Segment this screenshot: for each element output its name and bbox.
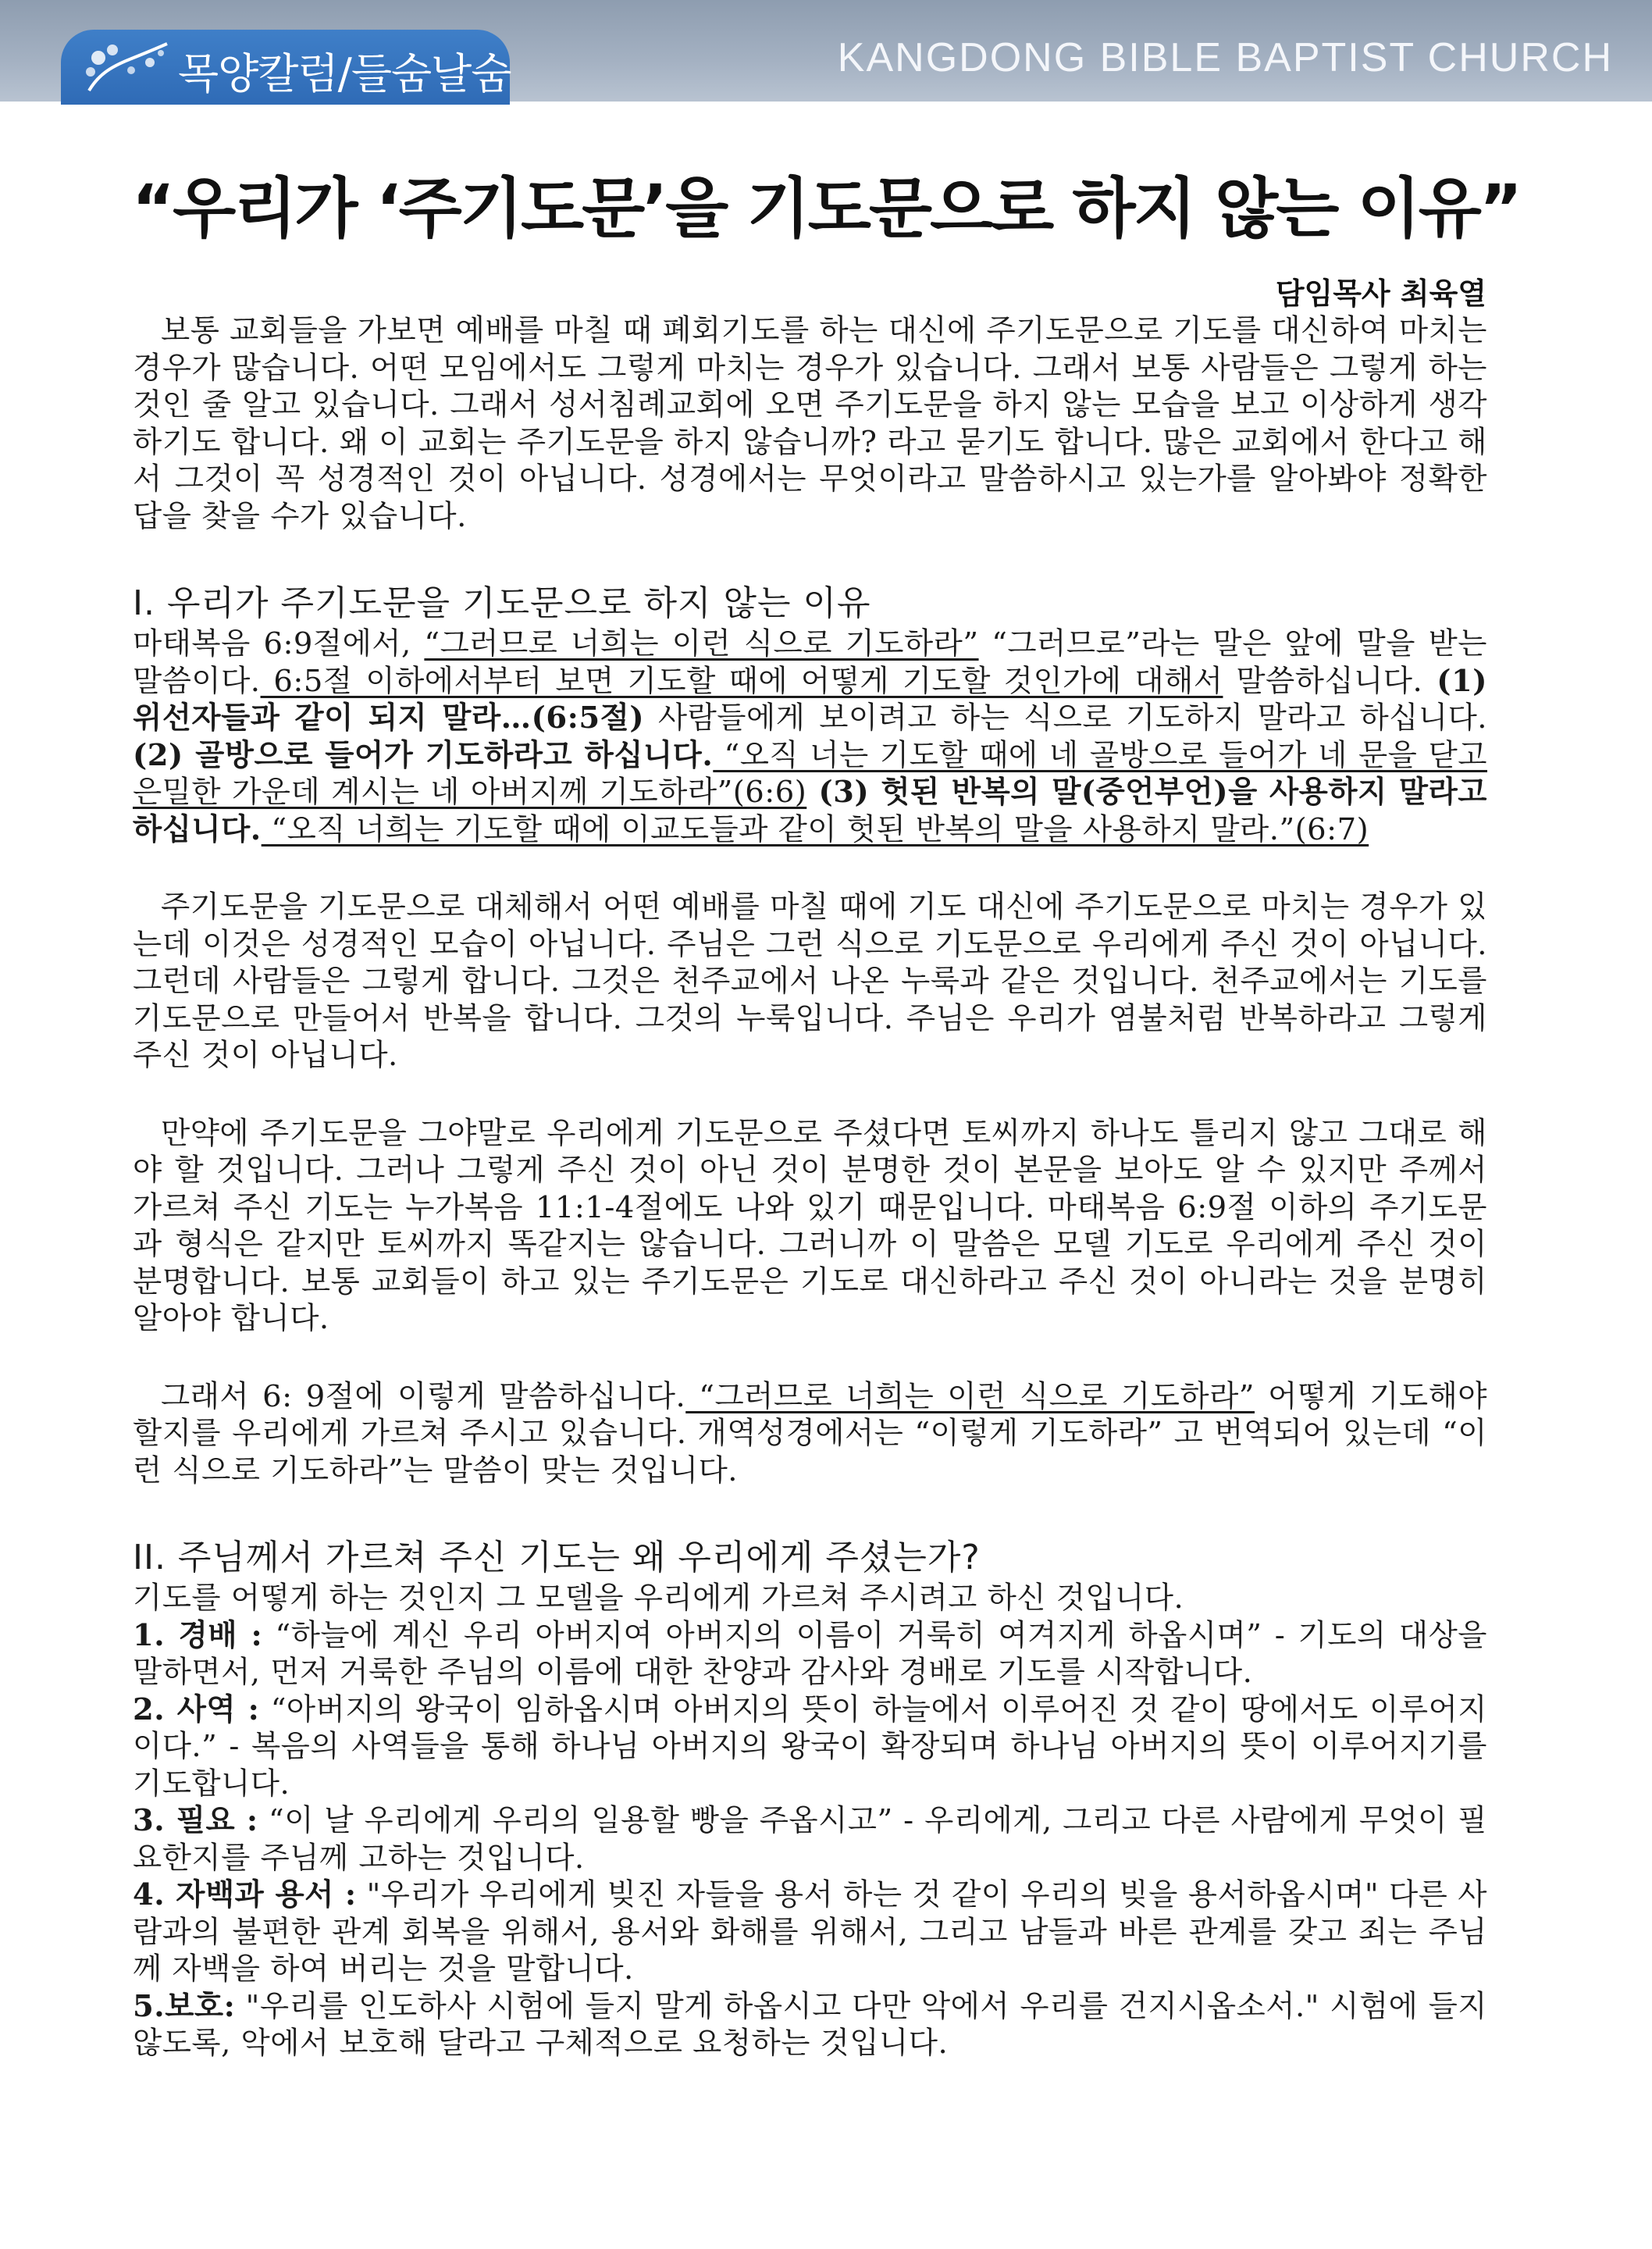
list-item (133, 1802, 1487, 1877)
author-line: 담임목사 최육열 (1275, 276, 1486, 311)
article-body (133, 312, 1487, 2062)
section2-heading: II. 주님께서 가르쳐 주신 기도는 왜 우리에게 주셨는가? (133, 1538, 981, 1577)
text-span: 말씀하십니다. (1223, 663, 1423, 699)
text-span: 마태복음 6:9절에서, (133, 626, 411, 661)
header-band (0, 0, 1652, 102)
bold-point: (1) 위선자들과 같이 되지 말라…(6:5절) (133, 663, 1488, 736)
item-text: “이 날 우리에게 우리의 일용할 빵을 주옵시고” - 우리에게, 그리고 다른 사람에게 무엇이 필요한지를 주님께 고하는 것입니다. (133, 1803, 1487, 1876)
scripture-quote: “그러므로 너희는 이런 식으로 기도하라” (424, 626, 979, 661)
list-item (133, 1691, 1487, 1803)
scripture-quote: “오직 너희는 기도할 때에 이교도들과 같이 헛된 반복의 말을 사용하지 말라.”(6:7) (261, 811, 1369, 847)
church-name: KANGDONG BIBLE BAPTIST CHURCH (837, 35, 1613, 80)
flower-branch-icon (75, 36, 176, 98)
section1-paragraph1 (133, 626, 1487, 848)
item-label: 4. 자백과 용서 : (133, 1877, 357, 1912)
section1-paragraph2: 주기도문을 기도문으로 대체해서 어떤 예배를 마칠 때에 기도 대신에 주기도문으로 마치는 경우가 있는데 이것은 성경적인 모습이 아닙니다. 주님은 그런 식으로 기도문으로 우리에게 주신 것이 아닙니다. 그런데 사람들은 그렇게 합니다. 그것은 천주교에서 나온 누룩과 같은 것입니다. 천주교에서는 기도를 기도문으로 만들어서 반복을 합니다. 그것의 누룩입니다. 주님은 우리가 염불처럼 반복하라고 그렇게 주신 것이 아닙니다. (133, 889, 1487, 1073)
section-tab (61, 30, 510, 105)
list-item (133, 1617, 1487, 1691)
text-span: 그래서 6: 9절에 이렇게 말씀하십니다. (161, 1378, 686, 1414)
item-text: “아버지의 왕국이 임하옵시며 아버지의 뜻이 하늘에서 이루어진 것 같이 땅에서도 이루어지이다.” - 복음의 사역들을 통해 하나님 아버지의 왕국이 확장되며 하나님 아버지의 뜻이 이루어지기를 기도합니다. (133, 1691, 1487, 1802)
section-label: 목양칼럼/들숨날숨 (178, 49, 511, 98)
intro-paragraph: 보통 교회들을 가보면 예배를 마칠 때 폐회기도를 하는 대신에 주기도문으로 기도를 대신하여 마치는 경우가 많습니다. 어떤 모임에서도 그렇게 마치는 경우가 있습니다. 그래서 보통 사람들은 그렇게 하는 것인 줄 알고 있습니다. 그래서 성서침례교회에 오면 주기도문을 하지 않는 모습을 보고 이상하게 생각하기도 합니다. 왜 이 교회는 주기도문을 하지 않습니까? 라고 묻기도 합니다. 많은 교회에서 한다고 해서 그것이 꼭 성경적인 것이 아닙니다. 성경에서는 무엇이라고 말씀하시고 있는가를 알아봐야 정확한 답을 찾을 수가 있습니다. (133, 313, 1487, 534)
section1-heading: I. 우리가 주기도문을 기도문으로 하지 않는 이유 (133, 583, 871, 623)
article-title: “우리가 ‘주기도문’을 기도문으로 하지 않는 이유” (131, 170, 1521, 247)
text-span: 사람들에게 보이려고 하는 식으로 기도하지 말라고 하십니다. (644, 700, 1487, 736)
bold-point: (2) 골방으로 들어가 기도하라고 하십니다. (133, 737, 714, 773)
scripture-quote: “오직 너는 기도할 때에 네 골방으로 들어가 네 문을 닫고 은밀한 가운데 계시는 네 아버지께 기도하라”(6:6) (133, 737, 1487, 810)
scripture-quote: “그러므로 너희는 이런 식으로 기도하라” (685, 1378, 1255, 1414)
item-text: "우리가 우리에게 빚진 자들을 용서 하는 것 같이 우리의 빚을 용서하옵시며" 다른 사람과의 불편한 관계 회복을 위해서, 용서와 화해를 위해서, 그리고 남들과 바른 관계를 갖고 죄는 주님께 자백을 하여 버리는 것을 말합니다. (133, 1877, 1487, 1987)
list-item (133, 1988, 1487, 2062)
item-text: “하늘에 계신 우리 아버지여 아버지의 이름이 거룩히 여겨지게 하옵시며” - 기도의 대상을 말하면서, 먼저 거룩한 주님의 이름에 대한 찬양과 감사와 경배로 기도를 시작합니다. (133, 1617, 1487, 1690)
section2-intro: 기도를 어떻게 하는 것인지 그 모델을 우리에게 가르쳐 주시려고 하신 것입니다. (133, 1581, 1184, 1616)
text-span: “그러므로”라는 말은 앞에 말을 받는 말씀이다. (133, 626, 1488, 699)
section1-paragraph4 (133, 1378, 1487, 1490)
list-item (133, 1877, 1487, 1988)
bold-point: (3) 헛된 반복의 말(중언부언)을 사용하지 말라고 하십니다. (133, 775, 1487, 847)
section1-paragraph3: 만약에 주기도문을 그야말로 우리에게 기도문으로 주셨다면 토씨까지 하나도 틀리지 않고 그대로 해야 할 것입니다. 그러나 그렇게 주신 것이 아닌 것이 분명한 것이 본문을 보아도 알 수 있지만 주께서 가르쳐 주신 기도는 누가복음 11:1-4절에도 나와 있기 때문입니다. 마태복음 6:9절 이하의 주기도문과 형식은 같지만 토씨까지 똑같지는 않습니다. 그러니까 이 말씀은 모델 기도로 우리에게 주신 것이 분명합니다. 보통 교회들이 하고 있는 주기도문은 기도로 대신하라고 주신 것이 아니라는 것을 분명히 알아야 합니다. (133, 1115, 1487, 1336)
underlined-text: 6:5절 이하에서부터 보면 기도할 때에 어떻게 기도할 것인가에 대해서 (260, 663, 1223, 699)
item-text: "우리를 인도하사 시험에 들지 말게 하옵시고 다만 악에서 우리를 건지시옵소서." 시험에 들지 않도록, 악에서 보호해 달라고 구체적으로 요청하는 것입니다. (133, 1988, 1488, 2061)
text-span: 어떻게 기도해야 할지를 우리에게 가르쳐 주시고 있습니다. 개역성경에서는 “이렇게 기도하라” 고 번역되어 있는데 “이런 식으로 기도하라”는 말씀이 맞는 것입니다. (133, 1378, 1487, 1488)
item-label: 5.보호: (133, 1988, 236, 2024)
item-label: 1. 경배 : (133, 1617, 263, 1653)
item-label: 2. 사역 : (133, 1691, 260, 1727)
item-label: 3. 필요 : (133, 1803, 258, 1838)
